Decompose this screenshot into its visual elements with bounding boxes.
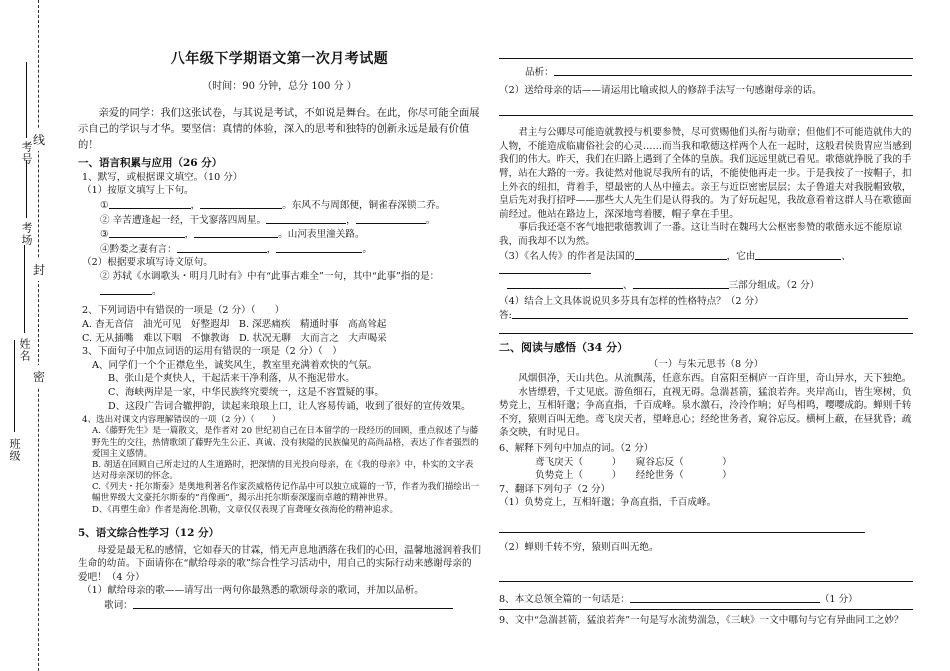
exam-title: 八年级下学期语文第一次月考试题 bbox=[170, 51, 389, 67]
question-r3: （3）《名人传》的作者是法国的 ，它由 、 bbox=[499, 249, 913, 278]
divider bbox=[499, 609, 913, 610]
question-4: 4、选出对课文内容理解错误的一项（2 分）（ ） bbox=[82, 415, 281, 426]
question-1-1-d: ④黔娄之妻有言： ， 。 bbox=[100, 243, 372, 255]
section-1-heading: 一、语言积累与应用（26 分） bbox=[78, 156, 223, 169]
question-6-row-2: 负势竞上（ ） 经纶世务（ ） bbox=[535, 470, 732, 482]
question-5-1: （1）献给母亲的歌——请写出一两句你最熟悉的歌颂母亲的歌词，并加以品析。 bbox=[82, 585, 424, 597]
blank[interactable] bbox=[755, 249, 841, 260]
left-column bbox=[78, 0, 481, 613]
right-column bbox=[499, 0, 913, 628]
seal-dashed-line bbox=[38, 0, 39, 671]
exam-subtitle: （时间：90 分钟，总分 100 分 ） bbox=[202, 80, 357, 92]
question-r4: （4）结合上文具体说说贝多芬具有怎样的性格特点？（2 分） bbox=[499, 295, 764, 307]
blank[interactable] bbox=[356, 213, 426, 224]
question-5-2: （2）送给母亲的话——请运用比喻或拟人的修辞手法写一句感谢母亲的话。 bbox=[499, 84, 822, 96]
name-field-label: 姓名 bbox=[18, 338, 31, 362]
right-top-space bbox=[499, 0, 913, 54]
question-1: 1、默写，或根据课文填空。（10 分） bbox=[82, 171, 243, 183]
question-8: 8、本文总领全篇的一句话是： （1 分） bbox=[499, 593, 858, 605]
answer-line[interactable] bbox=[499, 555, 913, 582]
blank[interactable] bbox=[630, 592, 820, 603]
intro-paragraph: 亲爱的同学：我们这张试卷，与其说是考试，不如说是舞台。在此，你尽可能全面展示自己的学识与才华。要坚信：真情的体验，深入的思考和独特的创新永远是最有价值的！ bbox=[78, 107, 480, 151]
lyrics-blank[interactable] bbox=[133, 598, 453, 609]
question-1-1-c: ③ ， 。山河表里潼关路。 bbox=[100, 229, 365, 241]
subsection-heading: （一）与朱元思书（8 分） bbox=[648, 359, 764, 371]
answer-r4-line: 答: bbox=[499, 308, 913, 323]
question-1-1-b: ② 辛苦遭逢起一经，干戈寥落四周星。 ， 。 bbox=[100, 214, 436, 226]
question-6-row-1: 鸢飞戾天（ ） 窥谷忘反（ ） bbox=[535, 456, 732, 468]
question-9: 9、文中“急湍甚箭，猛浪若奔”一句是写水流势湍急，《三峡》一文中哪句与它有异曲同工之妙？ bbox=[499, 615, 904, 627]
answer-blank[interactable] bbox=[512, 308, 908, 319]
room-field-label: 考场 bbox=[20, 222, 33, 246]
question-3-option-a: A、同学们一个个正襟危坐，诚奖风生，教室里充满着欢快的气氛。 bbox=[92, 359, 378, 371]
blank[interactable] bbox=[100, 284, 152, 295]
answer-line[interactable] bbox=[499, 510, 865, 533]
question-3-option-b: B、张山是个爽快人，干起活来干净利落，从不拖泥带水。 bbox=[108, 373, 355, 385]
question-1-2: （2）根据要求填写诗文原句。 bbox=[82, 257, 213, 269]
name-field-line bbox=[24, 245, 25, 333]
question-4-option-d: D、《再塑生命》作者是海伦.凯勒，文章仅仅表现了盲聋哑女孩海伦的精神追求。 bbox=[92, 504, 399, 515]
question-4-option-c: C.《列夫・托尔斯泰》是奥地利著名作家茨威格传记作品中可以独立成篇的一节，作者为我们描绘出一幅世界级大文豪托尔斯泰的“肖像画”，揭示出托尔斯泰深邃而卓越的精神世界。 bbox=[92, 482, 480, 504]
passage-beethoven-1: 君主与公卿尽可能造就教授与机要参赞，尽可赏赐他们头衔与勋章；但他们不可能造就伟大的人物，不能造成临庸俗社会的心灵……而当我和歌德这样两个人在一起时，这般君侯贵胄应当感到我们的伟大。昨天，我们在归路上遇到了全体的皇族。我们远远里就已看见。歌德就挣脱了我的手臂，站在大路的一旁。我徒然对他说尽我所有的话，不能使他再走一步。于是我按了一按帽子，扣上外衣的纽扣，背着手，望最密的人丛中撞去。亲王与近臣密密层层；太子鲁道夫对我脱帽致敬，皇后先对我打招呼——那些大人先生们是认得我的。为了好玩起见，我故意看着这群人马在歌德面前经过。他站在路边上，深深地弯着腰，帽子拿在手里。 bbox=[499, 127, 912, 220]
blank[interactable] bbox=[109, 198, 191, 209]
pinxi-line: 品析： bbox=[499, 65, 913, 80]
poem-paragraph-1: 风烟俱净，天山共色。从流飘荡，任意东西。自富阳至桐庐一百许里，奇山异水，天下独绝。 bbox=[518, 372, 912, 384]
question-3: 3、下面句子中加点词语的运用有错误的一项是（2 分）（ ） bbox=[82, 346, 342, 358]
poem-paragraph-2: 水皆缥碧，千丈见底。游鱼细石，直视无碍。急湍甚箭，猛浪若奔。夹岸高山，皆生寒树，负势竞上，互相轩邈；争高直指，千百成峰。泉水激石，泠泠作响；好鸟相鸣，嘤嘤成韵。蝉则千转不穷，猿则百叫无绝。鸢飞戾天者，望峰息心；经纶世务者，窥谷忘反。横柯上蔽，在昼犹昏；疏条交映，有时见日。 bbox=[499, 386, 912, 439]
question-6: 6、解释下列句中加点的词。（2 分） bbox=[499, 443, 654, 455]
question-1-1: （1）按原文填写上下句。 bbox=[82, 185, 194, 197]
blank[interactable] bbox=[109, 227, 185, 238]
answer-line[interactable] bbox=[499, 54, 913, 59]
question-2-options-cd: C. 无从插嘴 难以下咽 不慷教诲 D. 状况无聊 大而言之 大声喝采 bbox=[82, 332, 387, 344]
pinxi-blank[interactable] bbox=[554, 65, 912, 76]
question-4-option-a: A.《藤野先生》是一篇散文，是作者对 20 世纪初自己在日本留学的一段经历的回顾，重点叙述了与藤野先生的交往，热情歌颂了藤野先生公正、真诚、没有狭隘的民族偏见的高尚品格，表达了作者强烈的爱国主义感情。 bbox=[92, 426, 479, 459]
answer-line[interactable] bbox=[499, 323, 913, 334]
seal-char-feng: 封 bbox=[33, 258, 45, 281]
number-field-label: 考号 bbox=[20, 141, 33, 165]
class-field-label: 班级 bbox=[8, 438, 21, 462]
blank[interactable] bbox=[507, 278, 623, 289]
blank[interactable] bbox=[633, 278, 729, 289]
question-2-options-ab: A. 杳无音信 油光可见 好整遐却 B. 深恶痛疾 精通时事 高高耸起 bbox=[82, 318, 387, 330]
passage-beethoven-2: 事后我还毫不客气地把歌德教训了一番。这让当时在魏玛大公枢密参赞的歌德永远不能原谅我，而我却不以为然。 bbox=[499, 222, 902, 248]
question-7: 7、翻译下列句子（2 分） bbox=[499, 483, 611, 495]
number-field-line bbox=[26, 62, 27, 138]
question-r3-cont: 、 三部分组成。（2 分） bbox=[499, 278, 913, 293]
blank[interactable] bbox=[194, 227, 278, 238]
binding-strip bbox=[0, 0, 72, 671]
blank[interactable] bbox=[266, 213, 346, 224]
answer-line[interactable] bbox=[499, 97, 913, 116]
blank[interactable] bbox=[177, 242, 267, 253]
question-7-2: （2）蝉则千转不穷，猿则百叫无绝。 bbox=[499, 542, 659, 554]
question-3-option-c: C、海峡两岸是一家，中华民族终究要统一，这是不容置疑的事。 bbox=[108, 386, 384, 398]
question-1-2-a: ② 苏轼《水调歌头・明月几时有》中有“此事古难全”一句，其中“此事”指的是：。 bbox=[100, 271, 440, 297]
seal-char-xian: 线 bbox=[33, 128, 45, 151]
question-7-1: （1）负势竞上，互相轩邈；争高直指，千百成峰。 bbox=[499, 497, 717, 509]
question-4-option-b: B. 胡适在回顾自己所走过的人生道路时，把深情的目光投向母亲，在《我的母亲》中，朴实的文字表达对母亲深切的怀念。 bbox=[92, 459, 474, 482]
question-1-1-a: ① ， 。东风不与周郎便，铜雀春深锁二乔。 bbox=[100, 200, 446, 212]
seal-char-mi: 密 bbox=[33, 365, 45, 388]
blank[interactable] bbox=[276, 242, 362, 253]
question-2: 2、下列词语中有错误的一项是（2 分）（ ） bbox=[82, 305, 285, 317]
class-field-line bbox=[14, 340, 15, 432]
section-2-heading: 二、阅读与感悟（34 分） bbox=[499, 340, 629, 354]
question-5-intro: 母爱是最无私的感情，它如春天的甘霖，悄无声息地洒落在我们的心田，温馨地滋润着我们生命的幼苗。下面请你在“献给母亲的歌”综合性学习活动中，用自己的实际行动来感谢母亲的爱吧！（4 分） bbox=[78, 544, 481, 583]
blank[interactable] bbox=[499, 263, 591, 274]
question-3-option-d: D、这段广告词合辙押韵，读起来琅琅上口，让人容易传诵，收到了很好的宣传效果。 bbox=[108, 400, 471, 412]
lyrics-line: 歌词： bbox=[78, 598, 481, 613]
blank[interactable] bbox=[635, 249, 727, 260]
blank[interactable] bbox=[200, 198, 282, 209]
room-field-line bbox=[26, 160, 27, 218]
question-5: 5、语文综合性学习（12 分） bbox=[78, 526, 220, 539]
